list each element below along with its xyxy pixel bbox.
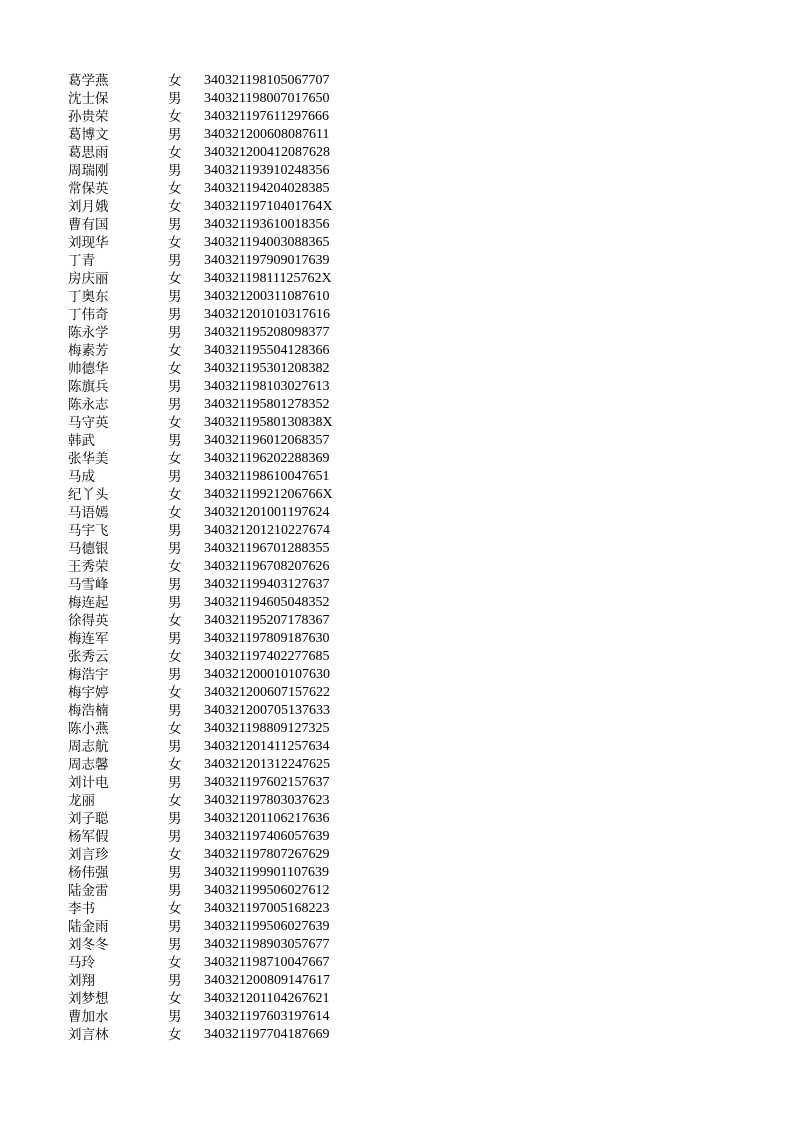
gender-cell: 女	[168, 343, 182, 359]
id-number-cell: 340321201411257634	[204, 739, 330, 754]
name-cell: 梅浩宇	[68, 667, 109, 683]
id-number-cell: 340321196202288369	[204, 451, 330, 466]
id-number-cell: 340321193910248356	[204, 163, 330, 178]
name-cell: 纪丫头	[68, 487, 109, 503]
id-number-cell: 340321201104267621	[204, 991, 330, 1006]
gender-cell: 男	[168, 883, 182, 899]
id-number-cell: 340321196701288355	[204, 541, 330, 556]
table-row	[0, 144, 793, 162]
table-row	[0, 72, 793, 90]
table-row	[0, 882, 793, 900]
gender-cell: 女	[168, 451, 182, 467]
gender-cell: 男	[168, 253, 182, 269]
id-number-cell: 340321193610018356	[204, 217, 330, 232]
name-cell: 马雪峰	[68, 577, 109, 593]
table-row	[0, 450, 793, 468]
gender-cell: 女	[168, 757, 182, 773]
gender-cell: 女	[168, 73, 182, 89]
gender-cell: 女	[168, 487, 182, 503]
table-row	[0, 918, 793, 936]
gender-cell: 男	[168, 631, 182, 647]
gender-cell: 女	[168, 901, 182, 917]
name-cell: 陆金雨	[68, 919, 109, 935]
table-row	[0, 702, 793, 720]
gender-cell: 男	[168, 775, 182, 791]
table-row	[0, 216, 793, 234]
name-cell: 葛学燕	[68, 73, 109, 89]
name-cell: 周志航	[68, 739, 109, 755]
table-row	[0, 522, 793, 540]
table-row	[0, 486, 793, 504]
name-cell: 韩武	[68, 433, 95, 449]
table-row	[0, 126, 793, 144]
id-number-cell: 340321201010317616	[204, 307, 330, 322]
table-row	[0, 990, 793, 1008]
table-row	[0, 936, 793, 954]
gender-cell: 男	[168, 739, 182, 755]
gender-cell: 男	[168, 919, 182, 935]
id-number-cell: 340321198610047651	[204, 469, 330, 484]
id-number-cell: 340321197603197614	[204, 1009, 330, 1024]
gender-cell: 男	[168, 811, 182, 827]
table-row	[0, 972, 793, 990]
gender-cell: 男	[168, 973, 182, 989]
table-row	[0, 414, 793, 432]
name-cell: 刘计电	[68, 775, 109, 791]
id-number-cell: 340321196012068357	[204, 433, 330, 448]
id-number-cell: 34032119811125762X	[204, 271, 332, 286]
table-row	[0, 558, 793, 576]
gender-cell: 女	[168, 109, 182, 125]
name-cell: 刘言珍	[68, 847, 109, 863]
table-row	[0, 252, 793, 270]
gender-cell: 男	[168, 433, 182, 449]
table-row	[0, 576, 793, 594]
name-cell: 丁青	[68, 253, 95, 269]
name-cell: 丁伟奇	[68, 307, 109, 323]
table-row	[0, 180, 793, 198]
id-number-cell: 340321199403127637	[204, 577, 330, 592]
gender-cell: 男	[168, 667, 182, 683]
table-row	[0, 288, 793, 306]
table-row	[0, 1008, 793, 1026]
gender-cell: 男	[168, 829, 182, 845]
gender-cell: 男	[168, 307, 182, 323]
gender-cell: 女	[168, 613, 182, 629]
gender-cell: 男	[168, 163, 182, 179]
id-number-cell: 34032119710401764X	[204, 199, 333, 214]
name-cell: 刘子聪	[68, 811, 109, 827]
name-cell: 曹加水	[68, 1009, 109, 1025]
name-cell: 马成	[68, 469, 95, 485]
id-number-cell: 340321195301208382	[204, 361, 330, 376]
gender-cell: 男	[168, 91, 182, 107]
table-row	[0, 1026, 793, 1044]
name-cell: 马守英	[68, 415, 109, 431]
name-cell: 梅宇婷	[68, 685, 109, 701]
name-cell: 梅素芳	[68, 343, 109, 359]
name-cell: 曹有国	[68, 217, 109, 233]
gender-cell: 女	[168, 181, 182, 197]
gender-cell: 女	[168, 1027, 182, 1043]
table-row	[0, 90, 793, 108]
id-number-cell: 340321200705137633	[204, 703, 330, 718]
name-cell: 杨军假	[68, 829, 109, 845]
name-cell: 杨伟强	[68, 865, 109, 881]
table-row	[0, 612, 793, 630]
id-number-cell: 340321198105067707	[204, 73, 330, 88]
table-row	[0, 774, 793, 792]
table-row	[0, 684, 793, 702]
gender-cell: 男	[168, 289, 182, 305]
table-row	[0, 666, 793, 684]
id-number-cell: 34032119921206766X	[204, 487, 333, 502]
id-number-cell: 340321194003088365	[204, 235, 330, 250]
gender-cell: 男	[168, 325, 182, 341]
gender-cell: 女	[168, 559, 182, 575]
gender-cell: 女	[168, 991, 182, 1007]
id-number-cell: 340321200311087610	[204, 289, 330, 304]
id-number-cell: 340321197807267629	[204, 847, 330, 862]
table-row	[0, 108, 793, 126]
table-row	[0, 810, 793, 828]
id-number-cell: 340321195801278352	[204, 397, 330, 412]
roster-table	[0, 72, 793, 1044]
name-cell: 马语嫣	[68, 505, 109, 521]
gender-cell: 男	[168, 127, 182, 143]
name-cell: 陆金雷	[68, 883, 109, 899]
name-cell: 王秀荣	[68, 559, 109, 575]
id-number-cell: 340321199506027612	[204, 883, 330, 898]
table-row	[0, 342, 793, 360]
id-number-cell: 340321196708207626	[204, 559, 330, 574]
name-cell: 马玲	[68, 955, 95, 971]
gender-cell: 男	[168, 469, 182, 485]
gender-cell: 男	[168, 577, 182, 593]
table-row	[0, 540, 793, 558]
id-number-cell: 340321198103027613	[204, 379, 330, 394]
gender-cell: 男	[168, 397, 182, 413]
id-number-cell: 340321199506027639	[204, 919, 330, 934]
table-row	[0, 162, 793, 180]
table-row	[0, 306, 793, 324]
id-number-cell: 340321197005168223	[204, 901, 330, 916]
table-row	[0, 396, 793, 414]
name-cell: 常保英	[68, 181, 109, 197]
name-cell: 梅连军	[68, 631, 109, 647]
name-cell: 孙贵荣	[68, 109, 109, 125]
id-number-cell: 340321197803037623	[204, 793, 330, 808]
name-cell: 房庆丽	[68, 271, 109, 287]
gender-cell: 男	[168, 937, 182, 953]
gender-cell: 女	[168, 955, 182, 971]
table-row	[0, 954, 793, 972]
id-number-cell: 340321200412087628	[204, 145, 330, 160]
name-cell: 龙丽	[68, 793, 95, 809]
table-row	[0, 738, 793, 756]
table-row	[0, 720, 793, 738]
name-cell: 梅连起	[68, 595, 109, 611]
name-cell: 张华美	[68, 451, 109, 467]
name-cell: 沈士保	[68, 91, 109, 107]
name-cell: 梅浩楠	[68, 703, 109, 719]
table-row	[0, 792, 793, 810]
gender-cell: 男	[168, 1009, 182, 1025]
id-number-cell: 340321197406057639	[204, 829, 330, 844]
gender-cell: 男	[168, 595, 182, 611]
table-row	[0, 360, 793, 378]
gender-cell: 男	[168, 541, 182, 557]
name-cell: 马宇飞	[68, 523, 109, 539]
id-number-cell: 340321198007017650	[204, 91, 330, 106]
id-number-cell: 340321195208098377	[204, 325, 330, 340]
table-row	[0, 198, 793, 216]
id-number-cell: 34032119580130838X	[204, 415, 333, 430]
name-cell: 李书	[68, 901, 95, 917]
name-cell: 马德银	[68, 541, 109, 557]
table-row	[0, 270, 793, 288]
id-number-cell: 340321201210227674	[204, 523, 330, 538]
table-row	[0, 234, 793, 252]
gender-cell: 女	[168, 793, 182, 809]
id-number-cell: 340321197809187630	[204, 631, 330, 646]
table-row	[0, 846, 793, 864]
id-number-cell: 340321200010107630	[204, 667, 330, 682]
table-row	[0, 324, 793, 342]
gender-cell: 女	[168, 361, 182, 377]
table-row	[0, 594, 793, 612]
gender-cell: 男	[168, 703, 182, 719]
id-number-cell: 340321198710047667	[204, 955, 330, 970]
gender-cell: 女	[168, 505, 182, 521]
name-cell: 帅德华	[68, 361, 109, 377]
id-number-cell: 340321201106217636	[204, 811, 330, 826]
gender-cell: 女	[168, 721, 182, 737]
id-number-cell: 340321197402277685	[204, 649, 330, 664]
name-cell: 周志馨	[68, 757, 109, 773]
table-row	[0, 504, 793, 522]
table-row	[0, 864, 793, 882]
id-number-cell: 340321201001197624	[204, 505, 330, 520]
gender-cell: 女	[168, 847, 182, 863]
name-cell: 刘梦想	[68, 991, 109, 1007]
gender-cell: 女	[168, 199, 182, 215]
gender-cell: 女	[168, 685, 182, 701]
id-number-cell: 340321194605048352	[204, 595, 330, 610]
name-cell: 陈旗兵	[68, 379, 109, 395]
id-number-cell: 340321198809127325	[204, 721, 330, 736]
id-number-cell: 340321200809147617	[204, 973, 330, 988]
name-cell: 张秀云	[68, 649, 109, 665]
table-row	[0, 432, 793, 450]
name-cell: 刘现华	[68, 235, 109, 251]
table-row	[0, 648, 793, 666]
name-cell: 刘月娥	[68, 199, 109, 215]
name-cell: 周瑞刚	[68, 163, 109, 179]
id-number-cell: 340321195207178367	[204, 613, 330, 628]
name-cell: 陈永志	[68, 397, 109, 413]
gender-cell: 女	[168, 649, 182, 665]
name-cell: 葛博文	[68, 127, 109, 143]
id-number-cell: 340321201312247625	[204, 757, 330, 772]
gender-cell: 女	[168, 271, 182, 287]
gender-cell: 男	[168, 523, 182, 539]
name-cell: 陈小燕	[68, 721, 109, 737]
table-row	[0, 900, 793, 918]
id-number-cell: 340321197611297666	[204, 109, 329, 124]
gender-cell: 男	[168, 379, 182, 395]
table-row	[0, 828, 793, 846]
table-row	[0, 468, 793, 486]
table-row	[0, 378, 793, 396]
id-number-cell: 340321200607157622	[204, 685, 330, 700]
name-cell: 刘翔	[68, 973, 95, 989]
id-number-cell: 340321200608087611	[204, 127, 330, 142]
gender-cell: 男	[168, 865, 182, 881]
name-cell: 刘冬冬	[68, 937, 109, 953]
id-number-cell: 340321199901107639	[204, 865, 329, 880]
id-number-cell: 340321197704187669	[204, 1027, 330, 1042]
id-number-cell: 340321197909017639	[204, 253, 330, 268]
gender-cell: 女	[168, 145, 182, 161]
gender-cell: 女	[168, 415, 182, 431]
gender-cell: 女	[168, 235, 182, 251]
id-number-cell: 340321194204028385	[204, 181, 330, 196]
id-number-cell: 340321195504128366	[204, 343, 330, 358]
id-number-cell: 340321198903057677	[204, 937, 330, 952]
name-cell: 葛思雨	[68, 145, 109, 161]
name-cell: 丁奥东	[68, 289, 109, 305]
name-cell: 刘言林	[68, 1027, 109, 1043]
table-row	[0, 630, 793, 648]
id-number-cell: 340321197602157637	[204, 775, 330, 790]
name-cell: 陈永学	[68, 325, 109, 341]
name-cell: 徐得英	[68, 613, 109, 629]
gender-cell: 男	[168, 217, 182, 233]
table-row	[0, 756, 793, 774]
